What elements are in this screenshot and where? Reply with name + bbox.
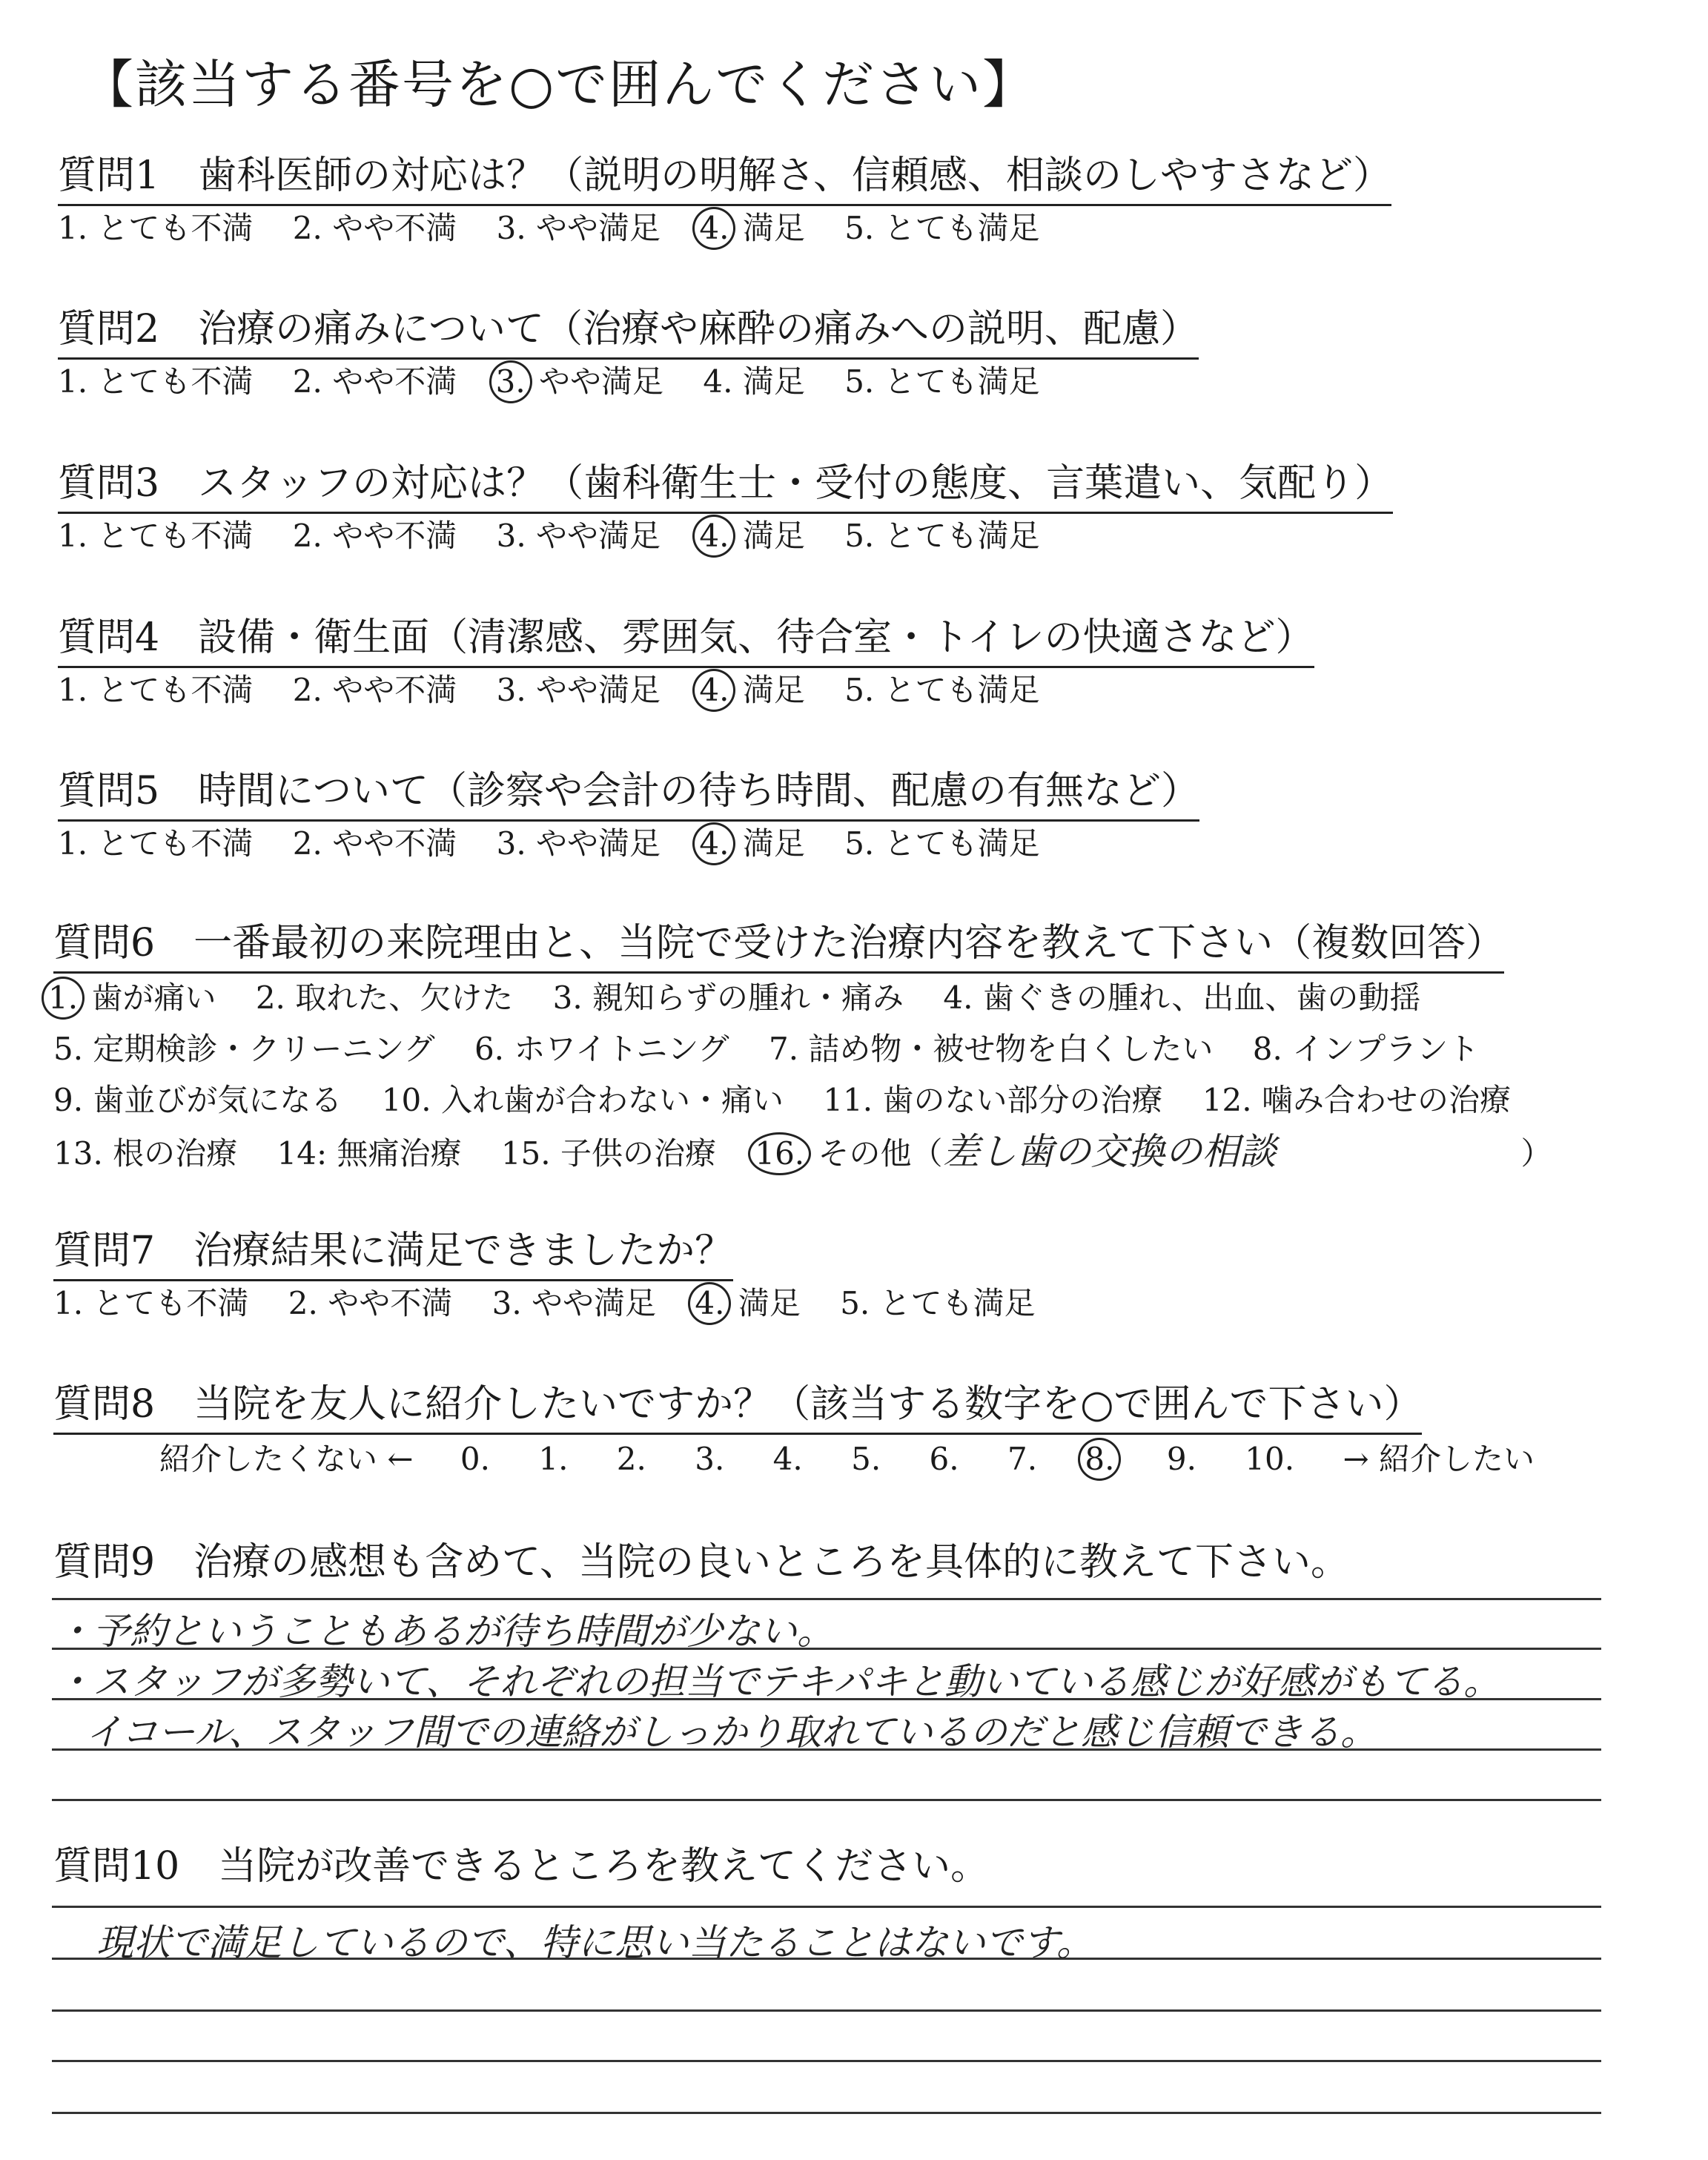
q6-row-2 — [53, 1028, 1509, 1070]
q3-option-4-label: 満足 — [742, 518, 805, 554]
page-title: 【該当する番号を○で囲んでください】 — [82, 54, 1036, 115]
q8-score-3[interactable]: 3. — [695, 1441, 725, 1477]
selection-circle: 3. — [489, 360, 532, 403]
q5-option-4-selected[interactable] — [700, 823, 804, 865]
question-2 — [58, 305, 1199, 360]
q9-answer-line-2[interactable]: ・スタッフが多勢いて、それぞれの担当でテキパキと動いている感じが好感がもてる。 — [56, 1660, 1500, 1703]
question-3-options — [58, 515, 1070, 557]
q7-option-4-selected[interactable] — [695, 1283, 800, 1324]
q6-option-1-label: 歯が痛い — [91, 980, 216, 1016]
q6-option-9[interactable]: 9. 歯並びが気になる — [53, 1082, 342, 1118]
q7-option-4-label: 満足 — [738, 1285, 801, 1321]
answer-line — [52, 2112, 1601, 2114]
q1-option-5[interactable]: 5. とても満足 — [844, 210, 1040, 246]
selection-circle: 1. — [42, 977, 85, 1020]
question-7-options — [53, 1283, 1065, 1324]
answer-line — [52, 1799, 1601, 1801]
question-8-label: 質問8 当院を友人に紹介したいですか？（該当する数字を○で囲んで下さい） — [53, 1381, 1422, 1435]
q1-option-4-selected[interactable] — [700, 208, 804, 249]
q8-left-label: 紹介したくない ← — [159, 1441, 414, 1477]
q8-score-4[interactable]: 4. — [772, 1441, 803, 1477]
q6-option-2[interactable]: 2. 取れた、欠けた — [255, 980, 514, 1016]
q5-option-5[interactable]: 5. とても満足 — [844, 825, 1040, 862]
q2-option-5[interactable]: 5. とても満足 — [844, 363, 1040, 400]
q6-row-1 — [49, 977, 1450, 1019]
q1-option-3[interactable]: 3. やや満足 — [496, 210, 661, 246]
q1-option-4-label: 満足 — [742, 210, 805, 246]
q4-option-3[interactable]: 3. やや満足 — [496, 672, 661, 708]
q8-score-9[interactable]: 9. — [1166, 1441, 1196, 1477]
q6-option-3[interactable]: 3. 親知らずの腫れ・痛み — [552, 980, 904, 1016]
question-3-label: 質問3 スタッフの対応は？（歯科衛生士・受付の態度、言葉遣い、気配り） — [58, 460, 1393, 514]
selection-circle: 4. — [692, 822, 735, 865]
q8-score-6[interactable]: 6. — [929, 1441, 959, 1477]
selection-circle: 16. — [748, 1132, 811, 1175]
selection-circle: 8. — [1078, 1438, 1121, 1481]
other-handwritten-answer[interactable]: 差し歯の交換の相談 — [942, 1130, 1277, 1173]
q4-option-4-selected[interactable] — [700, 670, 804, 711]
selection-circle: 4. — [692, 515, 735, 558]
q3-option-1[interactable]: 1. とても不満 — [58, 518, 254, 554]
q5-option-1[interactable]: 1. とても不満 — [58, 825, 254, 862]
q6-option-15[interactable]: 15. 子供の治療 — [500, 1135, 716, 1172]
q6-option-16-label: その他（ — [818, 1135, 943, 1172]
q8-scale — [159, 1439, 1535, 1480]
q9-answer-line-3[interactable]: イコール、スタッフ間での連絡がしっかり取れているのだと感じ信頼できる。 — [85, 1711, 1377, 1754]
q3-option-3[interactable]: 3. やや満足 — [496, 518, 661, 554]
selection-circle: 4. — [688, 1282, 731, 1325]
q6-option-10[interactable]: 10. 入れ歯が合わない・痛い — [381, 1082, 784, 1118]
question-7 — [53, 1227, 733, 1281]
q2-option-2[interactable]: 2. やや不満 — [292, 363, 457, 400]
q6-option-7[interactable]: 7. 詰め物・被せ物を白くしたい — [768, 1031, 1214, 1067]
q3-option-4-selected[interactable] — [700, 515, 804, 557]
q7-option-1[interactable]: 1. とても不満 — [53, 1285, 249, 1321]
q4-option-1[interactable]: 1. とても不満 — [58, 672, 254, 708]
q4-option-4-label: 満足 — [742, 672, 805, 708]
q8-score-7[interactable]: 7. — [1007, 1441, 1038, 1477]
other-close-paren: ） — [1520, 1135, 1552, 1172]
question-5-options — [58, 823, 1070, 865]
question-10-label: 質問10 当院が改善できるところを教えてください。 — [53, 1844, 990, 1889]
answer-line — [52, 2009, 1601, 2012]
q2-option-3-label: やや満足 — [539, 363, 664, 400]
question-6-label: 質問6 一番最初の来院理由と、当院で受けた治療内容を教えて下さい（複数回答） — [53, 919, 1504, 974]
q9-answer-line-1[interactable]: ・予約ということもあるが待ち時間が少ない。 — [56, 1610, 834, 1653]
question-2-options — [58, 361, 1070, 403]
q7-option-5[interactable]: 5. とても満足 — [840, 1285, 1036, 1321]
question-2-label: 質問2 治療の痛みについて（治療や麻酔の痛みへの説明、配慮） — [58, 305, 1199, 360]
question-7-label: 質問7 治療結果に満足できましたか？ — [53, 1227, 733, 1281]
question-1-label: 質問1 歯科医師の対応は？（説明の明解さ、信頼感、相談のしやすさなど） — [58, 152, 1391, 206]
q8-score-1[interactable]: 1. — [538, 1441, 569, 1477]
q2-option-1[interactable]: 1. とても不満 — [58, 363, 254, 400]
q8-score-5[interactable]: 5. — [851, 1441, 881, 1477]
q8-score-8-selected[interactable] — [1085, 1439, 1118, 1480]
q4-option-2[interactable]: 2. やや不満 — [292, 672, 457, 708]
q8-score-0[interactable]: 0. — [460, 1441, 490, 1477]
question-8 — [53, 1381, 1422, 1435]
q3-option-5[interactable]: 5. とても満足 — [844, 518, 1040, 554]
question-3 — [58, 460, 1393, 514]
question-6 — [53, 919, 1504, 974]
q6-option-1-selected[interactable] — [49, 977, 216, 1019]
question-1 — [58, 152, 1391, 206]
q8-score-10[interactable]: 10. — [1245, 1441, 1295, 1477]
q6-option-11[interactable]: 11. 歯のない部分の治療 — [823, 1082, 1163, 1118]
q6-option-6[interactable]: 6. ホワイトニング — [474, 1031, 729, 1067]
q6-row-4 — [53, 1131, 1552, 1175]
q6-option-8[interactable]: 8. インプラント — [1252, 1031, 1480, 1067]
question-5 — [58, 767, 1199, 822]
answer-line — [52, 1906, 1601, 1908]
selection-circle: 4. — [692, 207, 735, 250]
q6-option-14[interactable]: 14: 無痛治療 — [277, 1135, 462, 1172]
question-9-label: 質問9 治療の感想も含めて、当院の良いところを具体的に教えて下さい。 — [53, 1540, 1350, 1585]
q8-right-label: → 紹介したい — [1343, 1441, 1535, 1477]
q6-row-3 — [53, 1080, 1540, 1121]
q6-option-5[interactable]: 5. 定期検診・クリーニング — [53, 1031, 435, 1067]
selection-circle: 4. — [692, 669, 735, 712]
q1-option-2[interactable]: 2. やや不満 — [292, 210, 457, 246]
q8-score-2[interactable]: 2. — [616, 1441, 646, 1477]
q1-option-1[interactable]: 1. とても不満 — [58, 210, 254, 246]
q6-option-16-selected[interactable] — [755, 1131, 1552, 1175]
q5-option-4-label: 満足 — [742, 825, 805, 862]
answer-line — [52, 1598, 1601, 1600]
question-5-label: 質問5 時間について（診察や会計の待ち時間、配慮の有無など） — [58, 767, 1199, 822]
question-4-options — [58, 670, 1070, 711]
q7-option-3[interactable]: 3. やや満足 — [491, 1285, 657, 1321]
q6-option-13[interactable]: 13. 根の治療 — [53, 1135, 238, 1172]
q2-option-3-selected[interactable] — [497, 361, 663, 403]
answer-line — [52, 2060, 1601, 2062]
q7-option-2[interactable]: 2. やや不満 — [288, 1285, 453, 1321]
q6-option-4[interactable]: 4. 歯ぐきの腫れ、出血、歯の動揺 — [943, 980, 1421, 1016]
question-1-options — [58, 208, 1070, 249]
q5-option-3[interactable]: 3. やや満足 — [496, 825, 661, 862]
q5-option-2[interactable]: 2. やや不満 — [292, 825, 457, 862]
q4-option-5[interactable]: 5. とても満足 — [844, 672, 1040, 708]
q6-option-12[interactable]: 12. 噛み合わせの治療 — [1202, 1082, 1511, 1118]
q3-option-2[interactable]: 2. やや不満 — [292, 518, 457, 554]
q10-answer-line-1[interactable]: 現状で満足しているので、特に思い当たることはないです。 — [96, 1921, 1093, 1964]
question-4-label: 質問4 設備・衛生面（清潔感、雰囲気、待合室・トイレの快適さなど） — [58, 614, 1314, 668]
question-4 — [58, 614, 1314, 668]
q2-option-4[interactable]: 4. 満足 — [703, 363, 805, 400]
